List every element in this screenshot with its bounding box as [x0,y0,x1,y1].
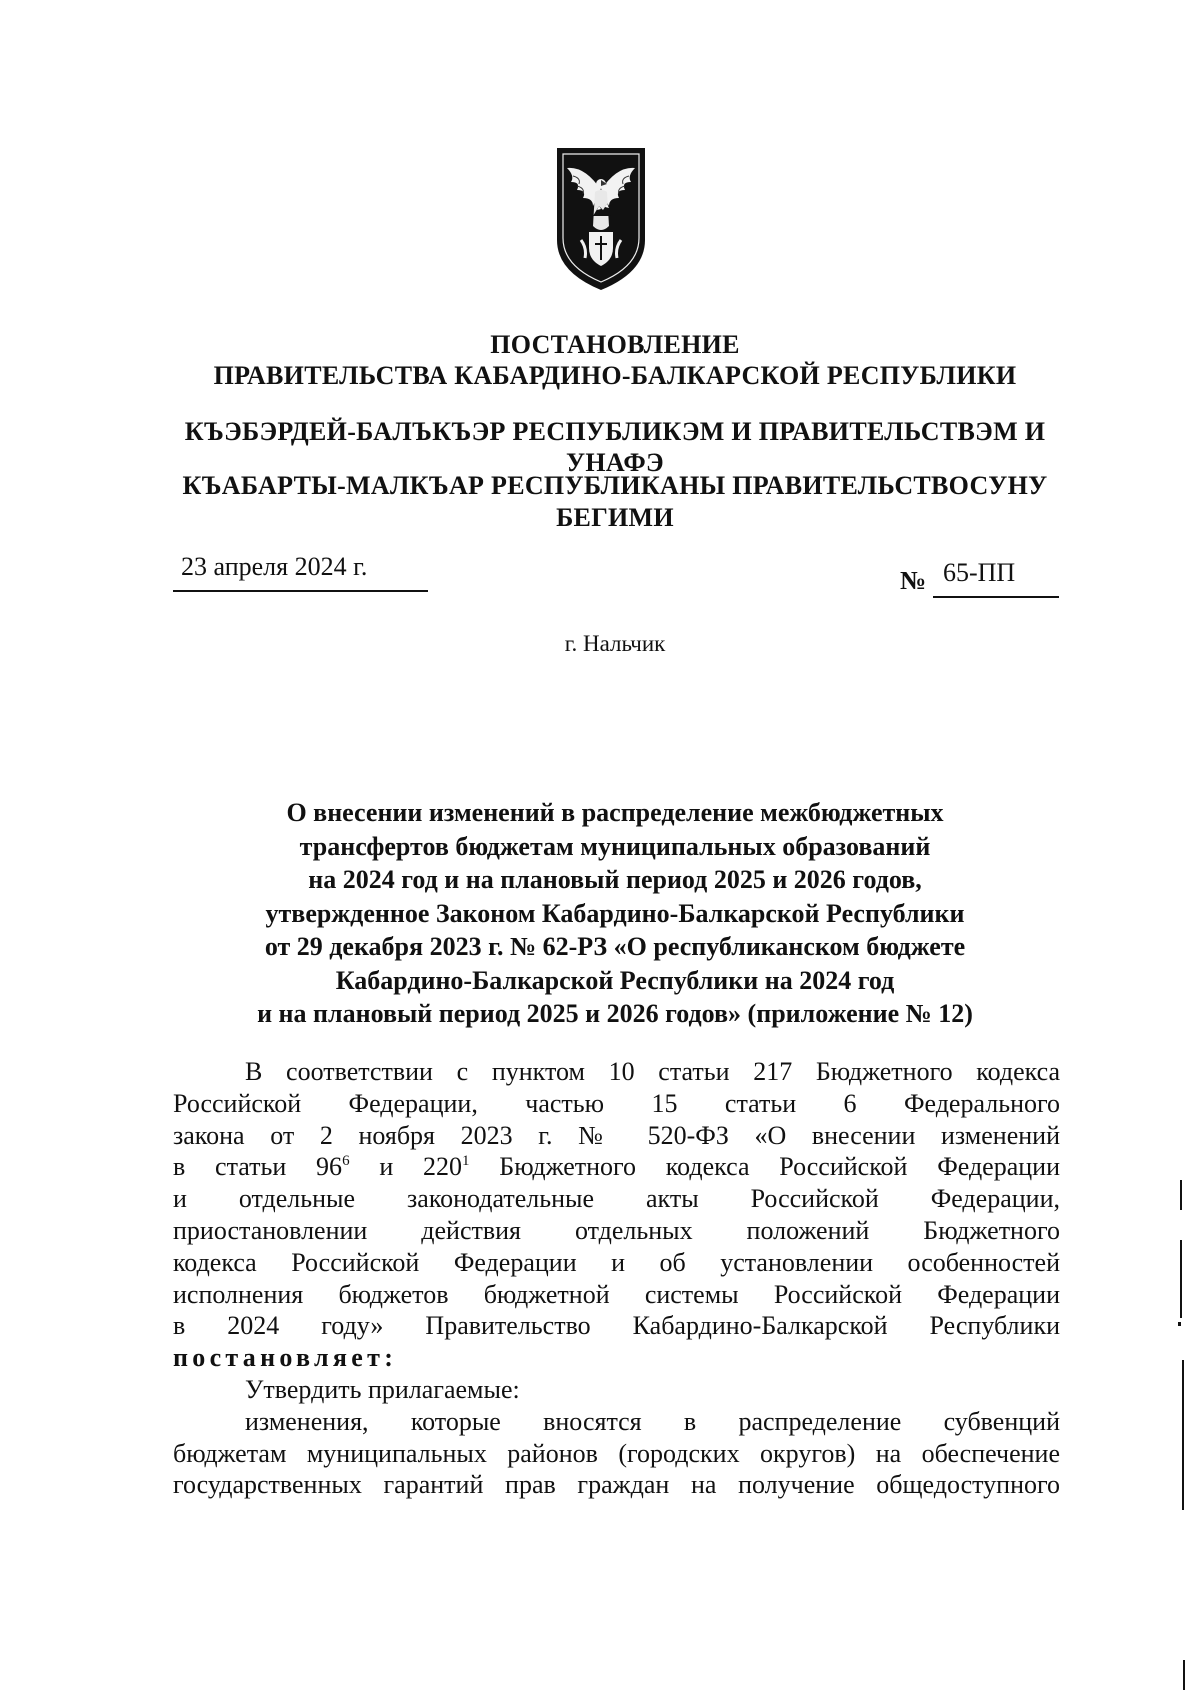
eagle-emblem-icon [551,144,651,294]
body-line: кодекса Российской Федерации и об установлении особенностей [173,1247,1060,1277]
balkar-title-line2: БЕГИМИ [556,503,674,532]
subject-line: от 29 декабря 2023 г. № 62-РЗ «О республиканском бюджете [264,932,966,961]
superscript: 1 [462,1153,470,1170]
document-date: 23 апреля 2024 г. [181,552,368,581]
body-line: изменения, которые вносятся в распределение субвенций [245,1406,1060,1436]
body-line: закона от 2 ноября 2023 г. № 520-ФЗ «О внесении изменений [173,1120,1060,1150]
kabardian-title-line2: УНАФЭ [566,448,664,477]
body-line: бюджетам муниципальных районов (городских округов) на обеспечение [173,1438,1060,1468]
document-type-title: ПОСТАНОВЛЕНИЕ [490,330,740,359]
subject-line: утвержденное Законом Кабардино-Балкарской Республики [265,898,965,928]
date-number-row [173,552,1060,604]
scan-margin-mark [1180,1180,1182,1210]
scan-margin-mark [1182,1360,1184,1510]
resolves-keyword: постановляет: [173,1343,398,1373]
body-text-fragment: Бюджетного кодекса Российской Федерации [469,1152,1060,1182]
subject-line: и на плановый период 2025 и 2026 годов» (приложение № 12) [257,999,973,1028]
scan-margin-mark [1180,1240,1182,1318]
body-line: государственных гарантий прав граждан на получение общедоступного [173,1470,1060,1500]
body-line: Российской Федерации, частью 15 статьи 6 Федерального [173,1088,1060,1118]
coat-of-arms-emblem [551,144,651,294]
body-line-superscripts [173,1151,1060,1183]
subject-line: на 2024 год и на плановый период 2025 и 2026 годов, [308,865,922,894]
subject-line: О внесении изменений в распределение межбюджетных [286,798,944,827]
scan-margin-mark [1178,1322,1181,1326]
number-sign: № [900,566,927,595]
body-line: В соответствии с пунктом 10 статьи 217 Бюджетного кодекса [245,1057,1060,1086]
document-number: 65-ПП [943,558,1016,587]
scan-margin-mark [1183,1660,1185,1690]
date-underline [173,590,428,592]
body-line: в 2024 году» Правительство Кабардино-Балкарской Республики [173,1311,1060,1341]
document-subject [170,796,1060,1031]
balkar-title-line1: КЪАБАРТЫ-МАЛКЪАР РЕСПУБЛИКАНЫ ПРАВИТЕЛЬСТВОСУНУ [182,471,1048,500]
document-body [173,1056,1060,1501]
body-line: и отдельные законодательные акты Российской Федерации, [173,1184,1060,1214]
subject-line: трансфертов бюджетам муниципальных образований [299,831,931,861]
city-name: г. Нальчик [564,631,666,656]
body-text-fragment: в статьи 96 [173,1152,343,1182]
superscript: 6 [342,1153,350,1170]
number-underline [933,596,1059,598]
kabardian-title [170,416,1060,478]
body-line: приостановлении действия отдельных положений Бюджетного [173,1215,1060,1245]
issuing-authority-title: ПРАВИТЕЛЬСТВА КАБАРДИНО-БАЛКАРСКОЙ РЕСПУБЛИКИ [213,361,1017,390]
body-line: исполнения бюджетов бюджетной системы Российской Федерации [173,1279,1060,1309]
body-line: Утвердить прилагаемые: [245,1374,520,1404]
kabardian-title-line1: КЪЭБЭРДЕЙ-БАЛЪКЪЭР РЕСПУБЛИКЭМ И ПРАВИТЕЛЬСТВЭМ И [184,417,1046,446]
body-text-fragment: и 220 [349,1152,463,1182]
subject-line: Кабардино-Балкарской Республики на 2024 год [335,965,895,995]
